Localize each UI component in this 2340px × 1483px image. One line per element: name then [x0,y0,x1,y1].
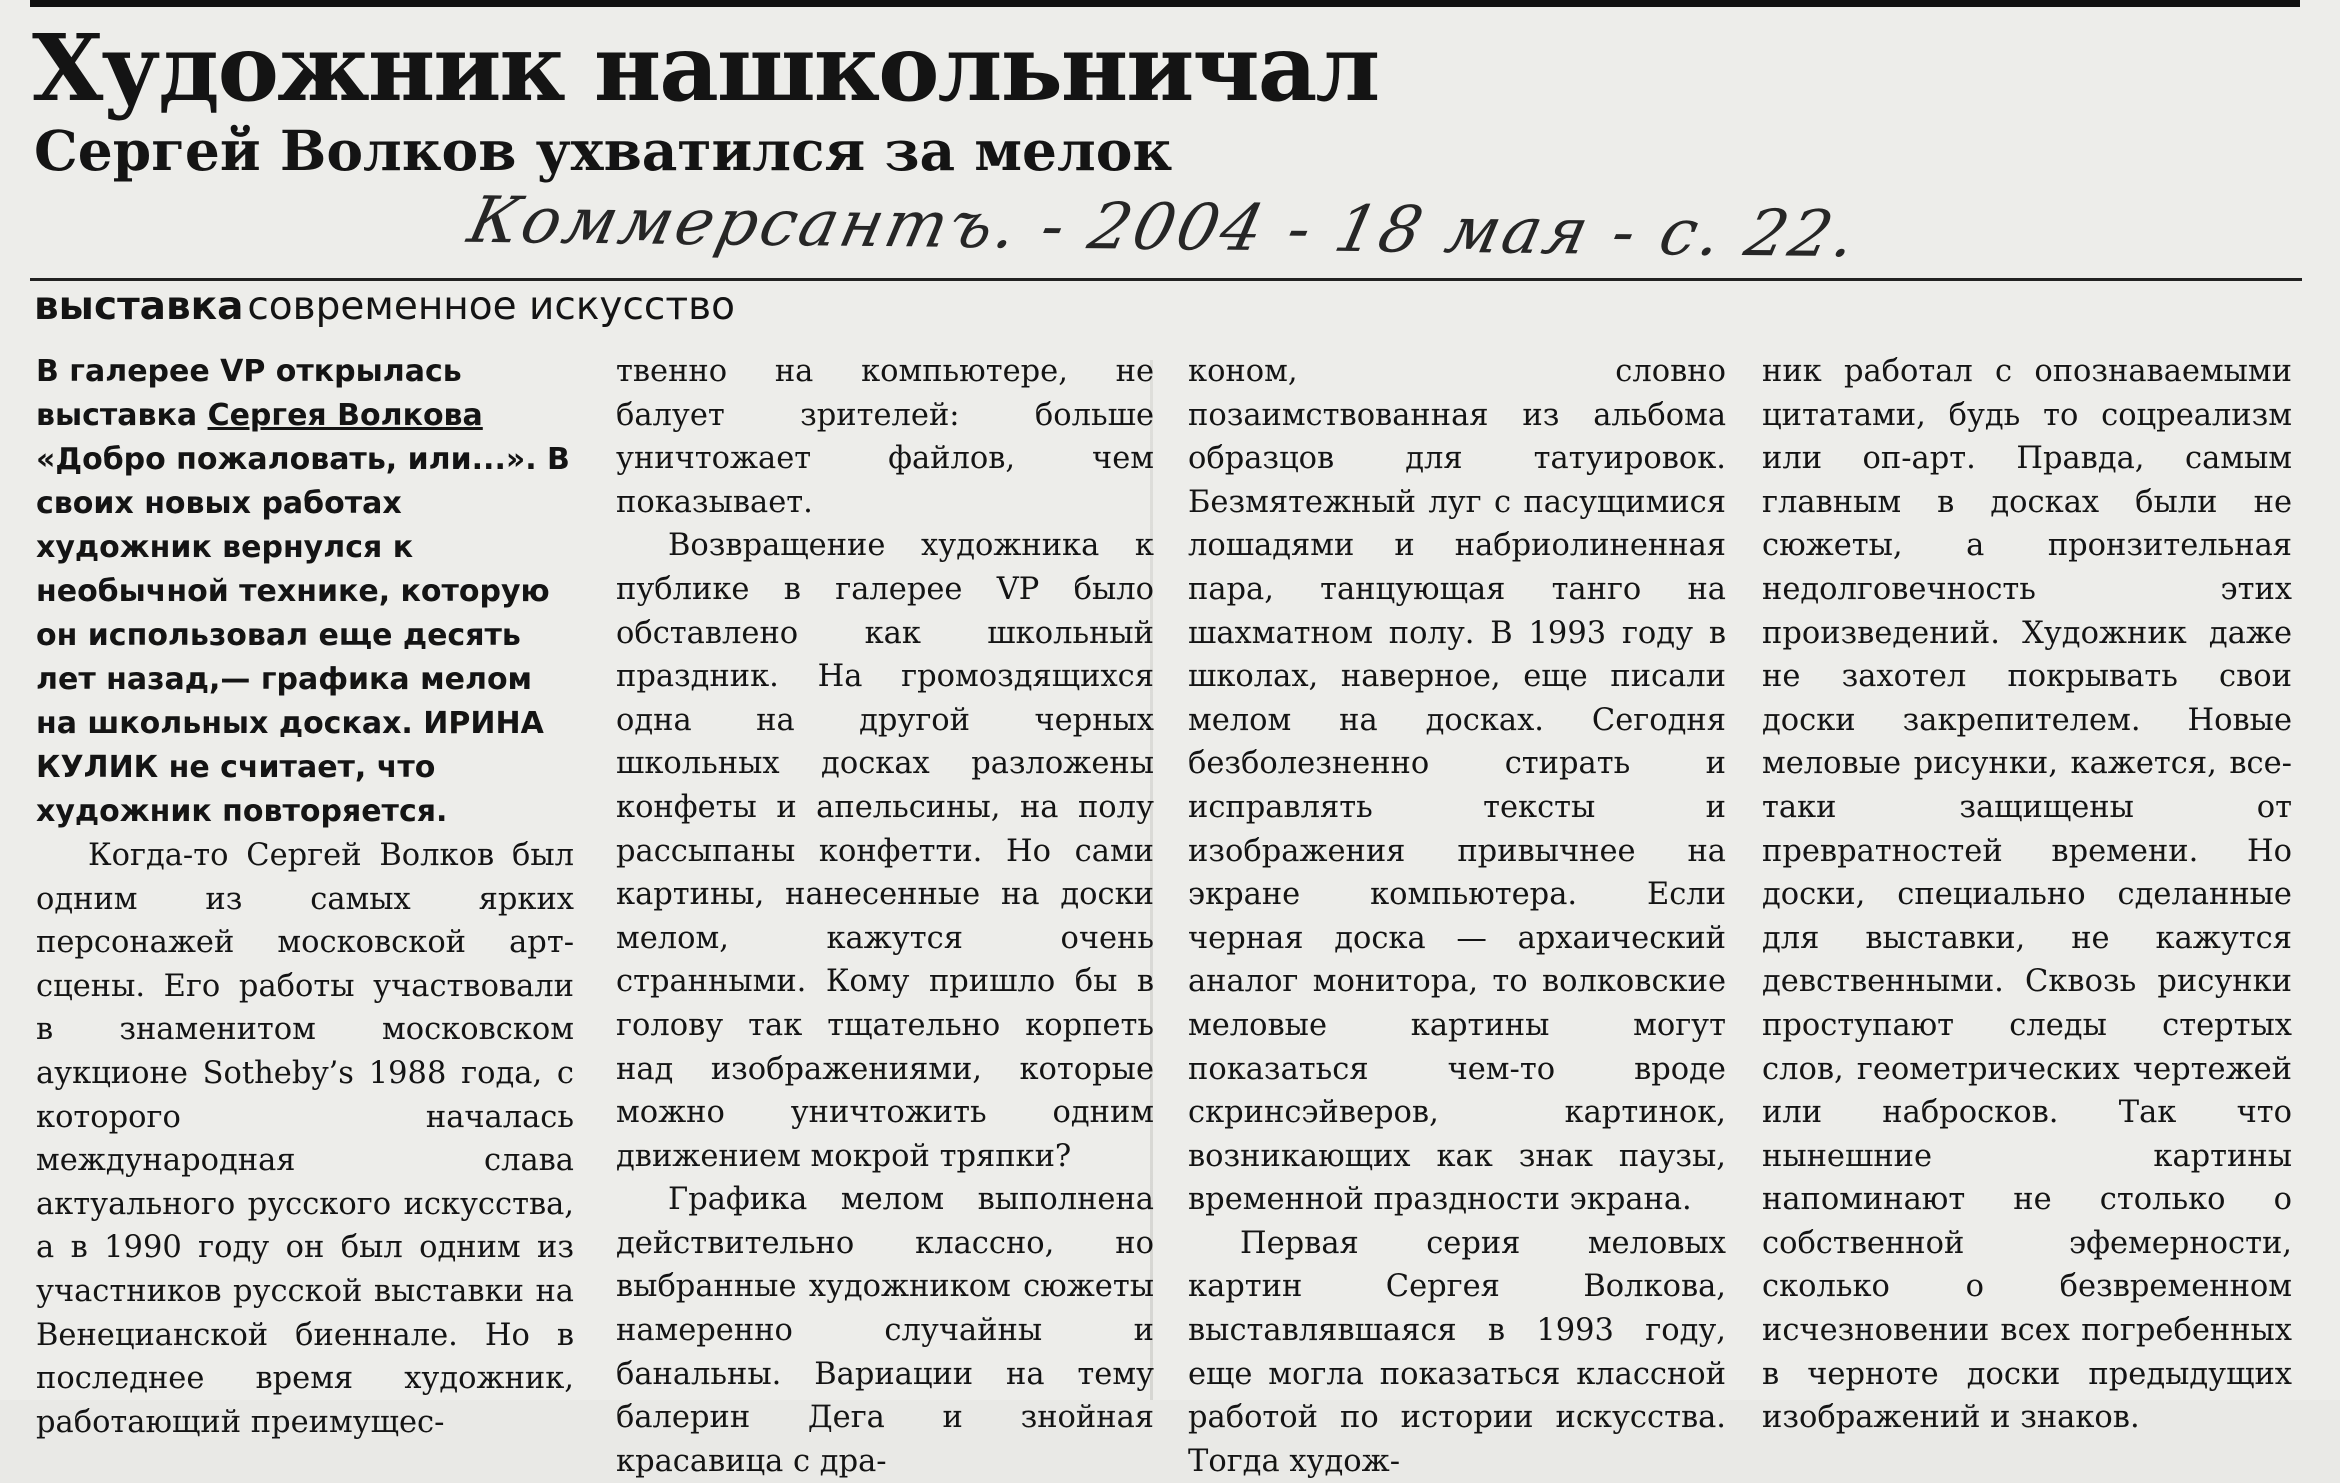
paragraph-3-continued: коном, словно позаимствованная из альбома образцов для татуировок. Безмятежный луг с пасущимися лошадями и набриолиненная пара, танцующая танго на шахматном полу. В 1993 году в школах, наверное, еще писали мелом на досках. Сегодня безболезненно стирать и исправлять тексты и изображения привычнее на экране компьютера. Если черная доска — архаический аналог монитора, то волковские меловые картины могут показаться чем-то вроде скринсэйверов, картинок, возникающих как знак паузы, временной праздности экрана. [1188,354,1726,1218]
paragraph-4: Первая серия меловых картин Сергея Волкова, выставлявшаяся в 1993 году, еще могла показаться классной работой по истории искусства. Тогда худож- [1188,1225,1726,1479]
rubric [34,278,735,336]
handwritten-source-note: Коммерсантъ. - 2004 - 18 мая - с. 22. [461,183,1866,273]
paragraph-4-continued: ник работал с опознаваемыми цитатами, будь то соцреализм или оп-арт. Правда, самым главным в досках были не сюжеты, а пронзительная недолговечность этих произведений. Художник даже не захотел покрывать свои доски закрепителем. Новые меловые рисунки, кажется, все-таки защищены от превратностей времени. Но доски, специально сделанные для выставки, не кажутся девственными. Сквозь рисунки проступают следы стертых слов, геометрических чертежей или набросков. Так что нынешние картины напоминают не столько о собственной эфемерности, сколько о безвременном исчезновении всех погребенных в черноте доски предыдущих изображений и знаков. [1762,354,2292,1436]
lead-text-start: В галерее VP открылась выставка [36,354,462,433]
lead-paragraph [36,350,574,834]
column-2 [616,350,1154,1483]
column-1 [36,350,574,1444]
column-3 [1188,350,1726,1483]
subheadline: Сергей Волков ухватился за мелок [34,118,1173,183]
paragraph-1-continued: твенно на компьютере, не балует зрителей: больше уничтожает файлов, чем показывает. [616,354,1154,520]
lead-artist-name: Сергея Волкова [207,398,483,433]
paragraph-1: Когда-то Сергей Волков был одним из самых ярких персонажей московской арт-сцены. Его работы участвовали в знаменитом московском аукционе Sotheby’s 1988 года, с которого началась международная слава актуального русского искусства, а в 1990 году он был одним из участников русской выставки на Венецианской биеннале. Но в последнее время художник, работающий преимущес- [36,838,574,1440]
headline: Художник нашкольничал [32,14,1379,122]
paragraph-3: Графика мелом выполнена действительно классно, но выбранные художником сюжеты намеренно случайны и банальны. Вариации на тему балерин Дега и знойная красавица с дра- [616,1182,1154,1479]
top-rule [30,0,2300,7]
column-4 [1762,350,2292,1440]
paragraph-2: Возвращение художника к публике в галерее VP было обставлено как школьный праздник. На громоздящихся одна на другой черных школьных досках разложены конфеты и апельсины, на полу рассыпаны конфетти. Но сами картины, нанесенные на доски мелом, кажутся очень странными. Кому пришло бы в голову так тщательно корпеть над изображениями, которые можно уничтожить одним движением мокрой тряпки? [616,528,1154,1174]
lead-text-end: «Добро пожаловать, или...». В своих новых работах художник вернулся к необычной технике, которую он использовал еще десять лет назад,— графика мелом на школьных досках. ИРИНА КУЛИК не считает, что художник повторяется. [36,442,570,829]
rubric-topic: современное искусство [247,284,735,329]
rubric-label: выставка [34,284,244,329]
